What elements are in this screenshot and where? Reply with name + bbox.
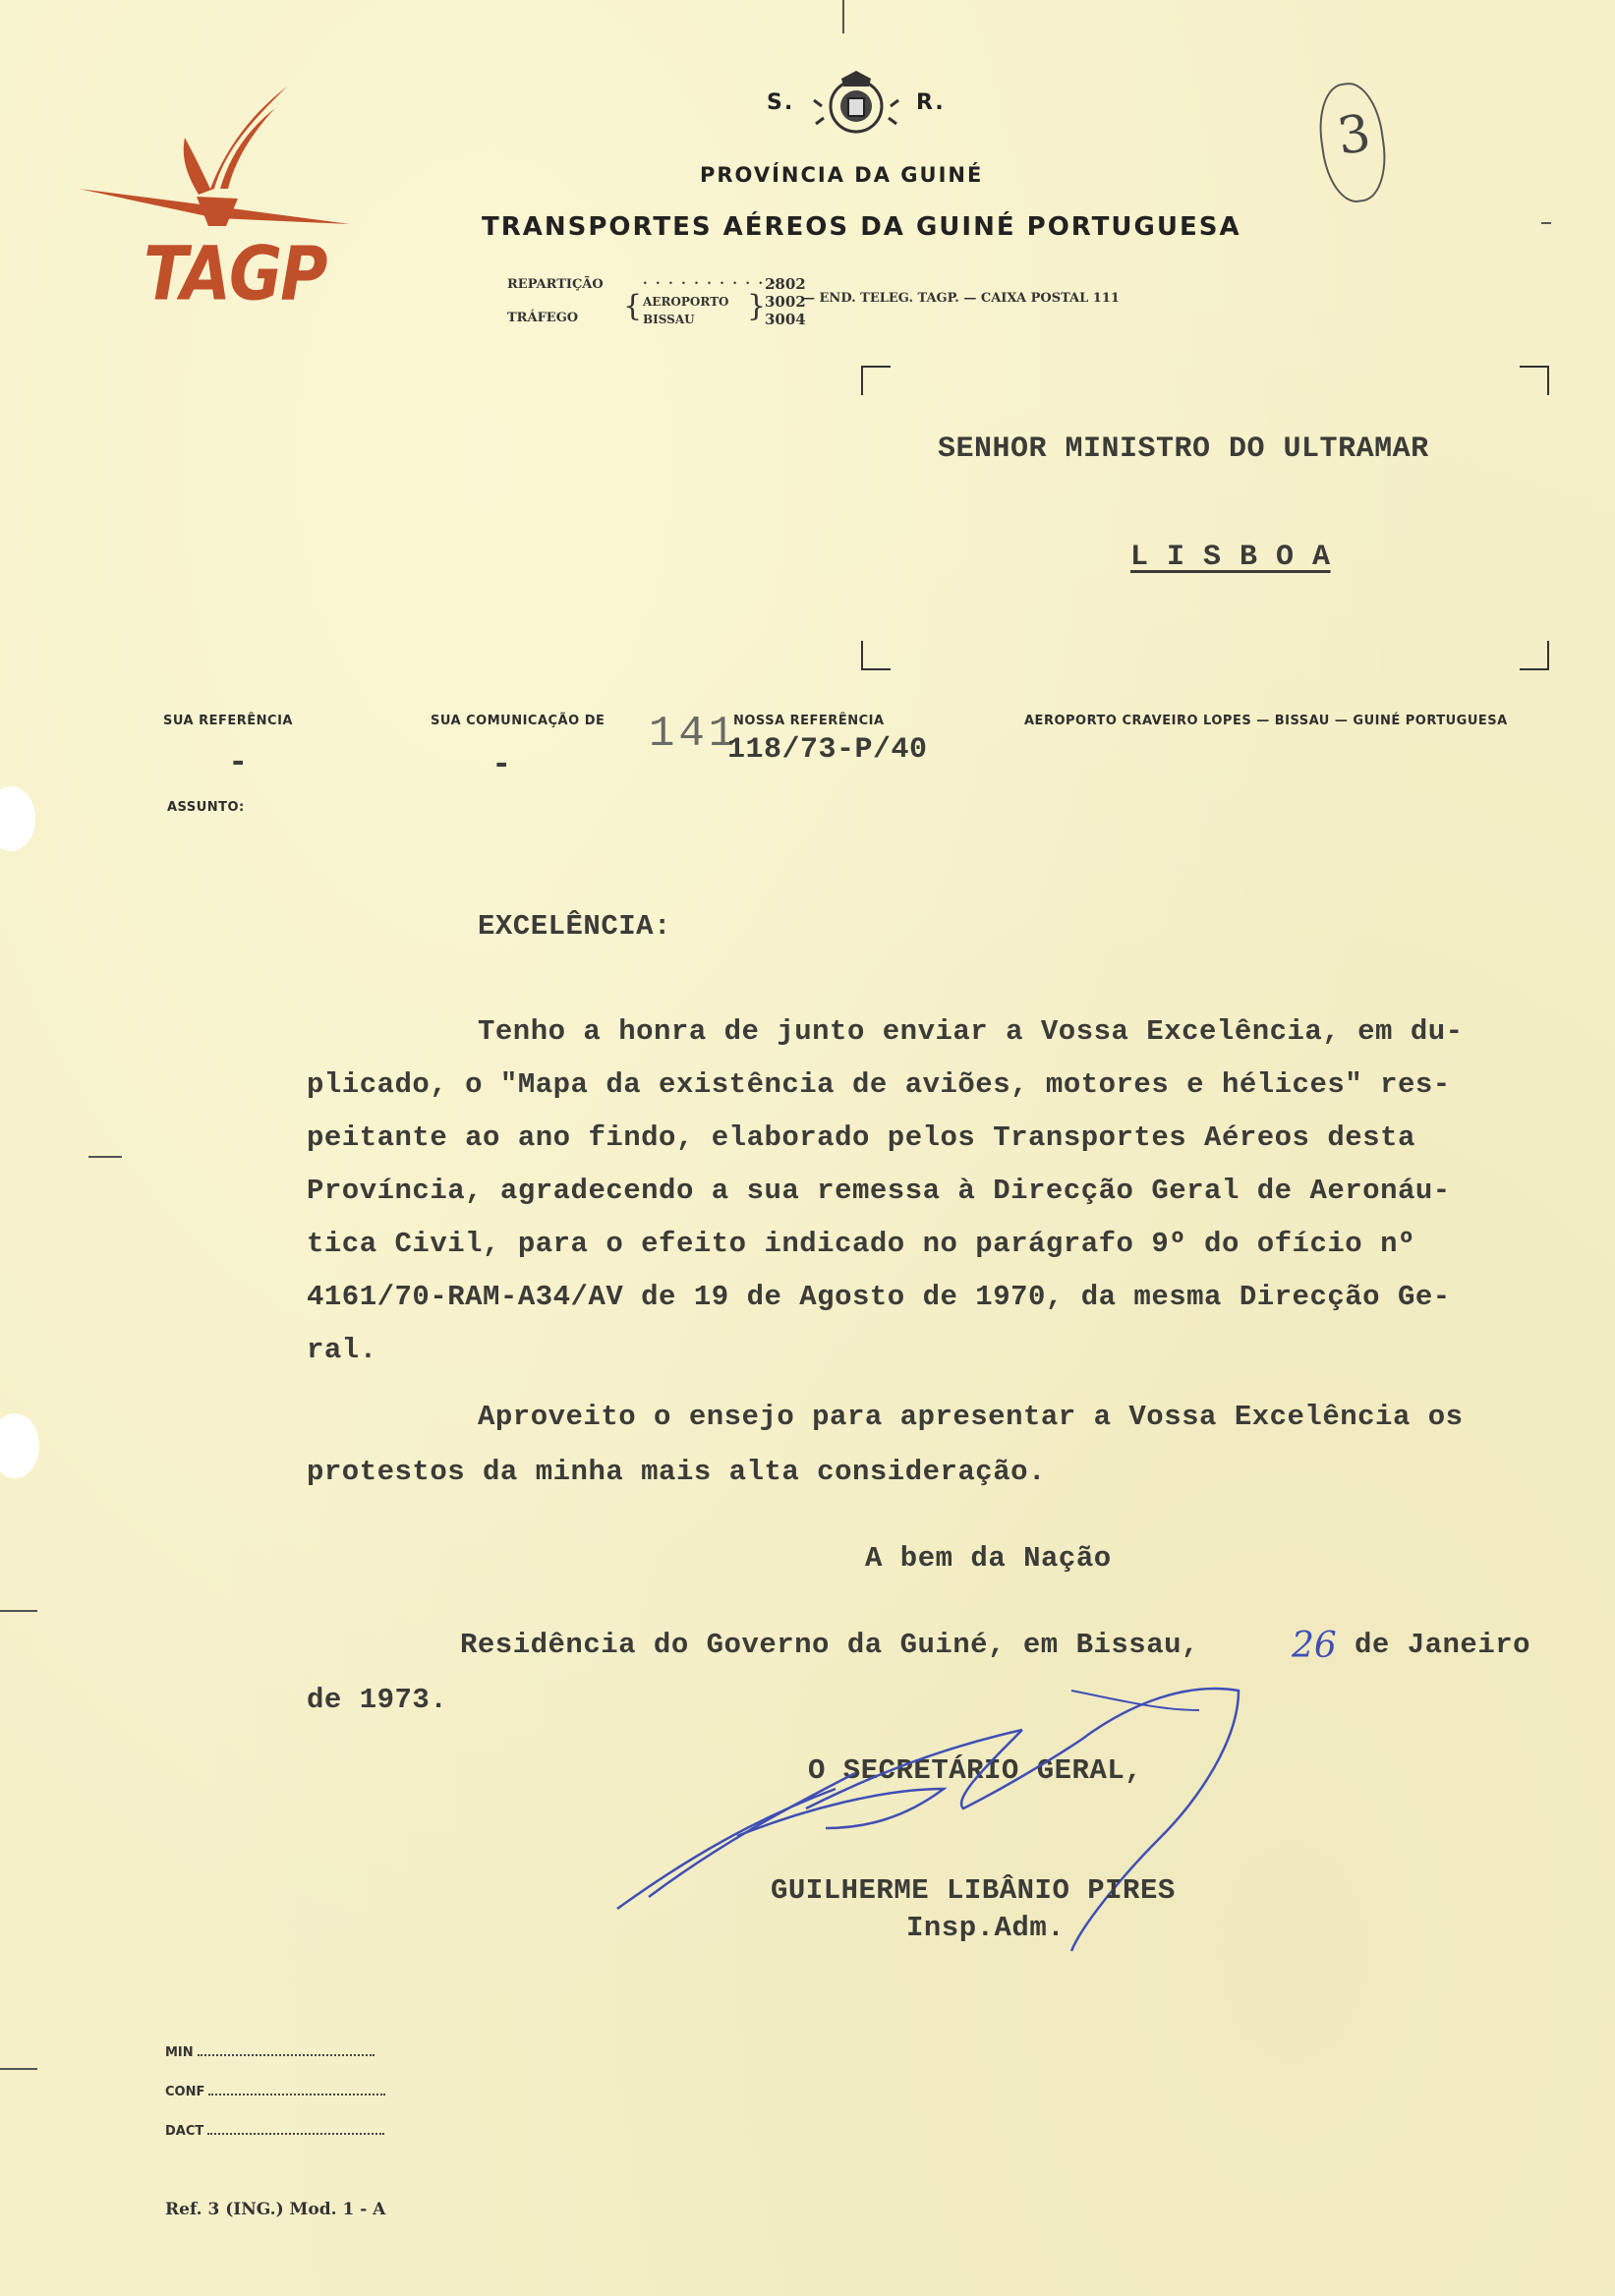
nossa-referencia-value: 118/73-P/40 — [727, 733, 928, 767]
date-line-part2: de Janeiro — [1355, 1629, 1531, 1661]
paragraph-1-line-3: peitante ao ano findo, elaborado pelos Transportes Aéreos desta — [307, 1121, 1415, 1154]
sua-comunicacao-value: - — [491, 747, 512, 784]
aeroporto-label: AEROPORTO — [643, 295, 729, 309]
reparticao-number: 2802 — [765, 275, 806, 293]
telegram-info: — END. TELEG. TAGP. — CAIXA POSTAL 111 — [802, 291, 1120, 306]
logo-text: TAGP — [144, 230, 326, 317]
window-corner-tl — [861, 366, 891, 395]
contact-block — [507, 273, 1254, 332]
sua-referencia-label: SUA REFERÊNCIA — [163, 714, 293, 728]
province-title: PROVÍNCIA DA GUINÉ — [700, 163, 984, 187]
winged-bird-icon — [79, 79, 364, 246]
paragraph-1-line-4: Província, agradecendo a sua remessa à Direcção Geral de Aeronáu- — [307, 1175, 1451, 1207]
footer-conf: CONF — [165, 2084, 385, 2099]
footer-min: MIN — [165, 2044, 375, 2060]
reparticao-label: REPARTIÇÃO — [507, 277, 604, 292]
nossa-referencia-label: NOSSA REFERÊNCIA — [733, 714, 885, 728]
bracket-right: } — [747, 289, 767, 323]
coat-of-arms-icon — [812, 69, 900, 140]
handwritten-day: 26 — [1292, 1626, 1337, 1666]
paragraph-1-line-2: plicado, o "Mapa da existência de aviões, motores e hélices" res- — [307, 1068, 1451, 1101]
recipient-city: L I S B O A — [1130, 541, 1331, 574]
signatory-name: GUILHERME LIBÂNIO PIRES — [771, 1874, 1176, 1907]
sr-left: S. — [767, 90, 795, 115]
paragraph-1-line-5: tica Civil, para o efeito indicado no parágrafo 9º do ofício nº — [307, 1228, 1415, 1260]
company-name: TRANSPORTES AÉREOS DA GUINÉ PORTUGUESA — [482, 212, 1241, 242]
paragraph-1-line-6: 4161/70-RAM-A34/AV de 19 de Agosto de 1970, da mesma Direcção Ge- — [307, 1281, 1451, 1313]
punch-hole-top — [0, 786, 35, 851]
top-fold-mark — [842, 0, 844, 33]
assunto-label: ASSUNTO: — [167, 800, 245, 815]
sua-referencia-value: - — [228, 745, 249, 782]
sr-right: R. — [916, 90, 946, 115]
signatory-title: O SECRETÁRIO GERAL, — [808, 1754, 1143, 1787]
bissau-label: BISSAU — [643, 313, 695, 326]
signatory-role: Insp.Adm. — [906, 1912, 1066, 1944]
margin-tick-4 — [1541, 222, 1551, 224]
reference-stamp-number: 141 — [649, 710, 739, 759]
paragraph-1-line-7: ral. — [307, 1334, 377, 1366]
bracket-left: { — [623, 289, 643, 323]
aeroporto-number: 3002 — [765, 293, 806, 311]
bissau-number: 3004 — [765, 311, 806, 328]
footer-dact: DACT — [165, 2123, 384, 2139]
margin-tick-1 — [88, 1156, 122, 1158]
window-corner-bl — [861, 641, 891, 670]
form-reference: Ref. 3 (ING.) Mod. 1 - A — [165, 2200, 386, 2219]
date-line-part1: Residência do Governo da Guiné, em Bissau, — [460, 1629, 1199, 1661]
sua-comunicacao-label: SUA COMUNICAÇÃO DE — [431, 714, 606, 728]
recipient-line: SENHOR MINISTRO DO ULTRAMAR — [938, 432, 1429, 466]
handwritten-page-number: 3 — [1313, 79, 1392, 206]
window-corner-tr — [1520, 366, 1549, 395]
date-line-cont: de 1973. — [307, 1684, 448, 1716]
window-corner-br — [1520, 641, 1549, 670]
sender-address: AEROPORTO CRAVEIRO LOPES — BISSAU — GUINÉ PORTUGUESA — [1024, 714, 1508, 728]
tagp-logo — [79, 79, 364, 324]
closing: A bem da Nação — [865, 1542, 1112, 1575]
reparticao-dots: . . . . . . . . . . . — [643, 273, 779, 288]
margin-tick-2 — [0, 1610, 37, 1612]
paragraph-2-line-2: protestos da minha mais alta consideração. — [307, 1456, 1046, 1488]
paragraph-2-line-1: Aproveito o ensejo para apresentar a Vossa Excelência os — [478, 1401, 1464, 1433]
trafego-label: TRÁFEGO — [507, 311, 579, 325]
salutation: EXCELÊNCIA: — [478, 910, 671, 943]
margin-tick-3 — [0, 2068, 37, 2070]
punch-hole-bottom — [0, 1413, 39, 1478]
paragraph-1-line-1: Tenho a honra de junto enviar a Vossa Excelência, em du- — [478, 1015, 1464, 1048]
